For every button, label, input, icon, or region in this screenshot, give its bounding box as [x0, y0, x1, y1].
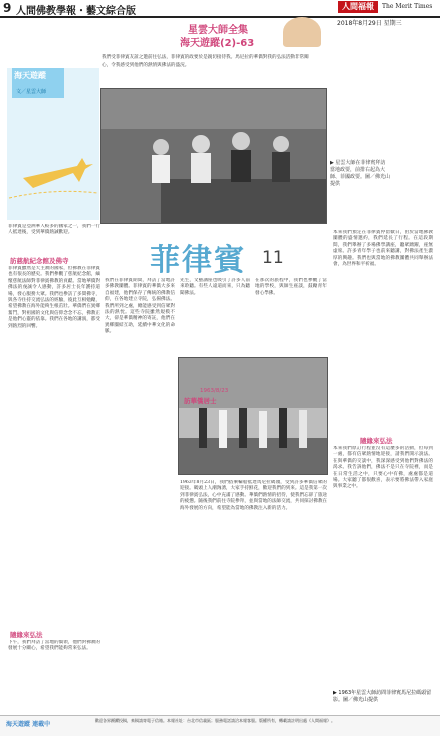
author-byline: 文／星雲大師: [16, 89, 47, 95]
center-body-2: 先生，文藝講座也吸引了許多人前來聆聽。有些人遠道而來，只為聽聞佛法。: [180, 278, 250, 296]
center-body-1: 我們在菲律賓期間，拜訪了當地許多佛教團體。菲律賓的華僑大多來自福建，他們保存了傳統的佛教信仰，在各地建立寺院，弘揚佛法。我們所到之處，總能感受到信眾對法的熱忱。這些寺院雖然規模不大，卻是華僑精神的寄託，他們在異鄉團結互助，延續中華文化的命脈。: [105, 278, 175, 335]
subhead-3: 隨緣來弘法: [10, 631, 43, 639]
subhead-2: 訪華僑居士: [184, 397, 217, 405]
photo-meeting: [100, 88, 327, 224]
article-number: 11: [262, 248, 284, 268]
section-title: 人間佛教學報・藝文綜合版: [16, 6, 136, 17]
banner-line-1: 星雲大師全集: [188, 25, 248, 36]
article-intro: 我們受菲律賓友誼之邀前往弘法，菲律賓的政要於是親切接待我。馬尼拉的華僑對我的弘法活動非常關心，令我感受到他們的熱情與佛法的盛況。: [102, 55, 309, 68]
footer-info: 歡迎各界踴躍投稿，來稿請寄電子信箱。本報社址：台北市信義區；服務電話請洽本報客服。版權所有，轉載請註明出處《人間福報》。: [95, 718, 335, 723]
banner-line-2: 海天遊蹤(2)-63: [180, 38, 255, 49]
photo-pier: [178, 357, 328, 475]
center-body-4: 1963年8月23日，我們搭乘輪船抵達馬尼拉碼頭，受到許多華僑信眾的迎接。碼頭上人潮洶湧，大家手持鮮花，歡迎我們的到來。這是我第一次到菲律賓弘法，心中充滿了感動。華僑們熱情的招待，使我們忘卻了旅途的疲憊。隨後我們前往寺院參拜，並與當地的法師交流，共同探討佛教在海外發展的方向，希望能為當地的佛教注入新的活力。: [180, 480, 327, 511]
page-number: 9: [3, 1, 12, 15]
article-title: 菲律賓: [150, 243, 246, 278]
subhead-right-1: 隨緣來弘法: [360, 437, 393, 445]
dateline: 2018年8月29日 星期三: [337, 20, 402, 27]
year-tag: 1963/8/23: [200, 388, 229, 394]
left-body-2: 菲律賓雖然是天主教的國家，但佛教在菲律賓也有很長的歷史。我們參觀了慈航紀念館，緬懷慈航法師對菲律賓佛教的貢獻。當地華僑對佛法的虔誠令人感動，許多居士長年護持道場，發心服務大眾。我們也參訪了多間佛寺，與各寺住持交流弘法的經驗，彼此互相勉勵，希望佛教在海外能夠生根茁壯。華僑們在異鄉奮鬥，對祖國的文化與信仰念念不忘，佛教正是他們心靈的依靠。我們在各地的講演，都受到熱烈的回響。: [8, 266, 100, 329]
right-body-1: 本來我們預定在菲律賓停留數日，由於當地佛教團體的盛情邀約，我們延長了行程。在這段期間，我們舉辦了多場佛學講座，聽眾踴躍，座無虛席。許多青年學子也前來聽講，對佛法產生濃厚的興趣。我們也與當地的佛教團體共同舉辦法會，為世界和平祈福。: [333, 230, 433, 268]
author-portrait: [283, 17, 321, 47]
center-body-3: 在那次的旅程中，我們也參觀了當地的學校，與師生座談，鼓勵青年發心學佛。: [255, 278, 327, 296]
brand-english: The Merit Times: [382, 3, 433, 10]
left-body-1: 菲律賓是亞洲華人較多的國家之一，我們一行人抵達後，受到華僑熱誠歡迎。: [8, 224, 100, 236]
brand-logo: 人間福報: [338, 1, 378, 13]
subhead-1: 訪慈航紀念館及佛寺: [10, 257, 69, 265]
footer-series: 海天遊蹤 連載中: [6, 721, 51, 728]
left-body-3: 下午，我們拜訪了當地的僑領，他們對佛教的發展十分關心，希望我們能夠常來弘法。: [8, 640, 100, 652]
photo-caption-1: ▶ 星雲大師在菲律賓拜訪當地政要，前排右起為大師、菲國政要。圖／佛光山提供: [330, 160, 391, 187]
photo-caption-2: ▶ 1963年星雲大師訪問菲律賓馬尼拉碼頭留影。圖／佛光山提供: [333, 690, 432, 703]
series-badge: 海天遊蹤: [12, 68, 64, 98]
right-body-2: 本來我們原訂行程並沒有這麼多的活動，但每到一處，都有信眾熱情地迎接，請我們開示說法。在與華僑的交談中，我深深感受到他們對佛法的渴求。我告訴他們，佛法不是只在寺院裡，而是在日常生活之中，只要心中有佛，處處都是道場。大家聽了都很歡喜，表示要將佛法帶入家庭與事業之中。: [333, 446, 433, 490]
